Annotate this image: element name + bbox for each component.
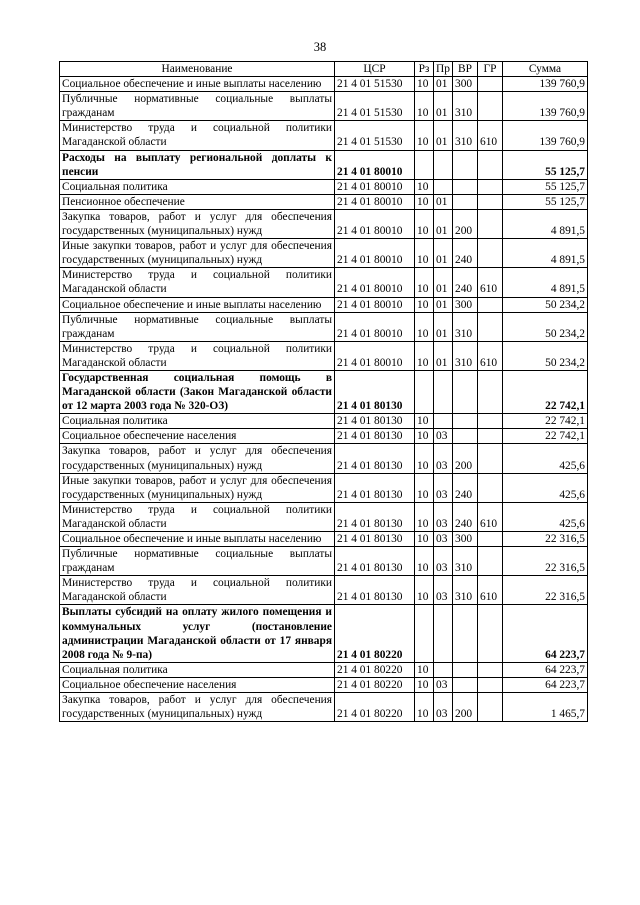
cell-rz: 10 [415, 444, 434, 473]
cell-csr: 21 4 01 51530 [335, 77, 415, 92]
cell-sum: 139 760,9 [503, 121, 588, 150]
table-row [60, 150, 588, 179]
cell-rz: 10 [415, 268, 434, 297]
table-row [60, 693, 588, 722]
cell-csr: 21 4 01 80010 [335, 209, 415, 238]
cell-name: Закупка товаров, работ и услуг для обеспечения государственных (муниципальных) нужд [60, 444, 335, 473]
header-pr: Пр [434, 62, 453, 77]
cell-name: Выплаты субсидий на оплату жилого помещения и коммунальных услуг (постановление администрации Магаданской области от 17 января 2008 года № 9-па) [60, 605, 335, 662]
cell-sum: 22 316,5 [503, 532, 588, 547]
table-row [60, 297, 588, 312]
cell-csr: 21 4 01 80130 [335, 547, 415, 576]
cell-vr: 200 [453, 444, 478, 473]
cell-pr: 03 [434, 576, 453, 605]
cell-name: Публичные нормативные социальные выплаты гражданам [60, 547, 335, 576]
cell-pr: 03 [434, 547, 453, 576]
cell-pr: 03 [434, 473, 453, 502]
cell-vr: 240 [453, 502, 478, 531]
cell-gr: 610 [478, 502, 503, 531]
cell-csr: 21 4 01 80220 [335, 605, 415, 662]
cell-rz: 10 [415, 429, 434, 444]
cell-name: Социальное обеспечение населения [60, 429, 335, 444]
cell-csr: 21 4 01 80010 [335, 239, 415, 268]
cell-name: Пенсионное обеспечение [60, 194, 335, 209]
cell-pr: 03 [434, 693, 453, 722]
cell-gr [478, 297, 503, 312]
cell-pr: 01 [434, 209, 453, 238]
cell-csr: 21 4 01 80220 [335, 662, 415, 677]
cell-csr: 21 4 01 80010 [335, 268, 415, 297]
cell-sum: 64 223,7 [503, 662, 588, 677]
cell-name: Социальное обеспечение и иные выплаты населению [60, 532, 335, 547]
cell-vr [453, 370, 478, 413]
cell-name: Министерство труда и социальной политики Магаданской области [60, 341, 335, 370]
cell-name: Министерство труда и социальной политики Магаданской области [60, 268, 335, 297]
cell-pr [434, 370, 453, 413]
cell-vr: 200 [453, 693, 478, 722]
table-row [60, 547, 588, 576]
table-body [60, 77, 588, 722]
cell-sum: 4 891,5 [503, 268, 588, 297]
cell-vr: 300 [453, 77, 478, 92]
cell-rz: 10 [415, 92, 434, 121]
cell-csr: 21 4 01 80010 [335, 312, 415, 341]
table-row [60, 341, 588, 370]
cell-rz: 10 [415, 194, 434, 209]
cell-pr: 01 [434, 92, 453, 121]
cell-pr [434, 150, 453, 179]
cell-vr [453, 429, 478, 444]
cell-gr [478, 239, 503, 268]
table-row [60, 179, 588, 194]
cell-rz: 10 [415, 121, 434, 150]
table-row [60, 312, 588, 341]
cell-rz: 10 [415, 341, 434, 370]
cell-vr: 240 [453, 268, 478, 297]
cell-name: Государственная социальная помощь в Магаданской области (Закон Магаданской области от 12 марта 2003 года № 320-ОЗ) [60, 370, 335, 413]
cell-rz [415, 370, 434, 413]
cell-csr: 21 4 01 80010 [335, 194, 415, 209]
cell-rz: 10 [415, 677, 434, 692]
cell-vr [453, 677, 478, 692]
cell-rz: 10 [415, 312, 434, 341]
cell-name: Закупка товаров, работ и услуг для обеспечения государственных (муниципальных) нужд [60, 209, 335, 238]
cell-vr: 200 [453, 209, 478, 238]
cell-pr: 01 [434, 77, 453, 92]
cell-sum: 55 125,7 [503, 150, 588, 179]
cell-sum: 4 891,5 [503, 239, 588, 268]
cell-name: Расходы на выплату региональной доплаты к пенсии [60, 150, 335, 179]
cell-gr [478, 414, 503, 429]
cell-name: Публичные нормативные социальные выплаты гражданам [60, 92, 335, 121]
cell-vr: 310 [453, 92, 478, 121]
table-row [60, 268, 588, 297]
cell-csr: 21 4 01 80130 [335, 532, 415, 547]
table-row [60, 121, 588, 150]
cell-pr: 03 [434, 677, 453, 692]
cell-sum: 425,6 [503, 444, 588, 473]
cell-rz [415, 150, 434, 179]
cell-csr: 21 4 01 80130 [335, 576, 415, 605]
cell-pr: 01 [434, 312, 453, 341]
cell-sum: 50 234,2 [503, 312, 588, 341]
cell-csr: 21 4 01 80130 [335, 370, 415, 413]
cell-pr: 03 [434, 532, 453, 547]
table-row [60, 239, 588, 268]
cell-sum: 55 125,7 [503, 194, 588, 209]
cell-sum: 1 465,7 [503, 693, 588, 722]
cell-pr: 01 [434, 121, 453, 150]
cell-csr: 21 4 01 80130 [335, 414, 415, 429]
cell-gr [478, 444, 503, 473]
cell-rz: 10 [415, 209, 434, 238]
cell-gr [478, 312, 503, 341]
cell-rz: 10 [415, 662, 434, 677]
header-vr: ВР [453, 62, 478, 77]
cell-pr: 03 [434, 502, 453, 531]
cell-sum: 4 891,5 [503, 209, 588, 238]
header-rz: Рз [415, 62, 434, 77]
table-row [60, 77, 588, 92]
cell-csr: 21 4 01 80130 [335, 473, 415, 502]
cell-pr: 01 [434, 268, 453, 297]
cell-gr [478, 473, 503, 502]
header-gr: ГР [478, 62, 503, 77]
cell-csr: 21 4 01 80130 [335, 429, 415, 444]
cell-vr: 300 [453, 532, 478, 547]
budget-table [59, 61, 588, 722]
cell-name: Социальное обеспечение и иные выплаты населению [60, 77, 335, 92]
cell-gr [478, 662, 503, 677]
cell-sum: 55 125,7 [503, 179, 588, 194]
cell-gr [478, 209, 503, 238]
cell-vr [453, 414, 478, 429]
cell-name: Иные закупки товаров, работ и услуг для обеспечения государственных (муниципальных) нужд [60, 473, 335, 502]
cell-sum: 22 742,1 [503, 429, 588, 444]
cell-vr [453, 662, 478, 677]
cell-csr: 21 4 01 51530 [335, 92, 415, 121]
cell-vr [453, 605, 478, 662]
cell-pr [434, 605, 453, 662]
cell-gr: 610 [478, 268, 503, 297]
cell-gr [478, 429, 503, 444]
table-row [60, 576, 588, 605]
cell-rz: 10 [415, 297, 434, 312]
cell-gr [478, 677, 503, 692]
cell-vr [453, 150, 478, 179]
cell-rz: 10 [415, 576, 434, 605]
cell-csr: 21 4 01 51530 [335, 121, 415, 150]
cell-vr: 300 [453, 297, 478, 312]
cell-rz: 10 [415, 179, 434, 194]
cell-sum: 425,6 [503, 473, 588, 502]
cell-csr: 21 4 01 80220 [335, 693, 415, 722]
cell-gr [478, 532, 503, 547]
table-row [60, 444, 588, 473]
table-row [60, 370, 588, 413]
cell-name: Министерство труда и социальной политики Магаданской области [60, 121, 335, 150]
header-sum: Сумма [503, 62, 588, 77]
cell-rz: 10 [415, 473, 434, 502]
cell-csr: 21 4 01 80010 [335, 150, 415, 179]
cell-pr: 03 [434, 444, 453, 473]
cell-csr: 21 4 01 80130 [335, 502, 415, 531]
cell-name: Социальное обеспечение и иные выплаты населению [60, 297, 335, 312]
cell-rz: 10 [415, 502, 434, 531]
cell-sum: 50 234,2 [503, 341, 588, 370]
cell-pr [434, 179, 453, 194]
header-csr: ЦСР [335, 62, 415, 77]
cell-sum: 22 316,5 [503, 547, 588, 576]
cell-vr: 310 [453, 547, 478, 576]
cell-vr: 310 [453, 576, 478, 605]
table-row [60, 677, 588, 692]
cell-name: Социальная политика [60, 179, 335, 194]
cell-csr: 21 4 01 80220 [335, 677, 415, 692]
table-row [60, 414, 588, 429]
cell-gr [478, 150, 503, 179]
cell-name: Иные закупки товаров, работ и услуг для обеспечения государственных (муниципальных) нужд [60, 239, 335, 268]
cell-rz [415, 605, 434, 662]
cell-vr: 310 [453, 121, 478, 150]
cell-sum: 64 223,7 [503, 677, 588, 692]
cell-vr: 240 [453, 239, 478, 268]
cell-pr: 01 [434, 341, 453, 370]
cell-name: Публичные нормативные социальные выплаты гражданам [60, 312, 335, 341]
cell-csr: 21 4 01 80010 [335, 297, 415, 312]
cell-pr: 01 [434, 297, 453, 312]
cell-csr: 21 4 01 80130 [335, 444, 415, 473]
table-row [60, 662, 588, 677]
cell-vr: 310 [453, 312, 478, 341]
cell-gr [478, 179, 503, 194]
table-row [60, 429, 588, 444]
cell-name: Социальная политика [60, 414, 335, 429]
cell-csr: 21 4 01 80010 [335, 341, 415, 370]
cell-sum: 425,6 [503, 502, 588, 531]
cell-gr [478, 194, 503, 209]
cell-gr: 610 [478, 121, 503, 150]
cell-gr [478, 693, 503, 722]
table-row [60, 532, 588, 547]
cell-sum: 139 760,9 [503, 77, 588, 92]
cell-rz: 10 [415, 693, 434, 722]
cell-gr: 610 [478, 576, 503, 605]
cell-pr: 01 [434, 239, 453, 268]
cell-name: Закупка товаров, работ и услуг для обеспечения государственных (муниципальных) нужд [60, 693, 335, 722]
cell-pr [434, 414, 453, 429]
cell-name: Министерство труда и социальной политики Магаданской области [60, 576, 335, 605]
cell-sum: 22 742,1 [503, 414, 588, 429]
table-row [60, 194, 588, 209]
cell-vr: 240 [453, 473, 478, 502]
cell-rz: 10 [415, 414, 434, 429]
cell-gr: 610 [478, 341, 503, 370]
cell-vr: 310 [453, 341, 478, 370]
cell-name: Министерство труда и социальной политики Магаданской области [60, 502, 335, 531]
page-number: 38 [313, 40, 327, 54]
cell-sum: 22 316,5 [503, 576, 588, 605]
cell-sum: 22 742,1 [503, 370, 588, 413]
cell-gr [478, 605, 503, 662]
cell-gr [478, 77, 503, 92]
cell-rz: 10 [415, 239, 434, 268]
cell-gr [478, 370, 503, 413]
cell-sum: 139 760,9 [503, 92, 588, 121]
cell-rz: 10 [415, 532, 434, 547]
cell-pr [434, 662, 453, 677]
cell-vr [453, 179, 478, 194]
cell-pr: 01 [434, 194, 453, 209]
cell-sum: 50 234,2 [503, 297, 588, 312]
table-row [60, 473, 588, 502]
table-row [60, 605, 588, 662]
table-header-row [60, 62, 588, 77]
cell-csr: 21 4 01 80010 [335, 179, 415, 194]
cell-rz: 10 [415, 547, 434, 576]
cell-pr: 03 [434, 429, 453, 444]
table-row [60, 502, 588, 531]
cell-name: Социальная политика [60, 662, 335, 677]
header-name: Наименование [60, 62, 335, 77]
cell-rz: 10 [415, 77, 434, 92]
cell-vr [453, 194, 478, 209]
cell-name: Социальное обеспечение населения [60, 677, 335, 692]
table-row [60, 209, 588, 238]
cell-gr [478, 547, 503, 576]
table-row [60, 92, 588, 121]
cell-gr [478, 92, 503, 121]
cell-sum: 64 223,7 [503, 605, 588, 662]
